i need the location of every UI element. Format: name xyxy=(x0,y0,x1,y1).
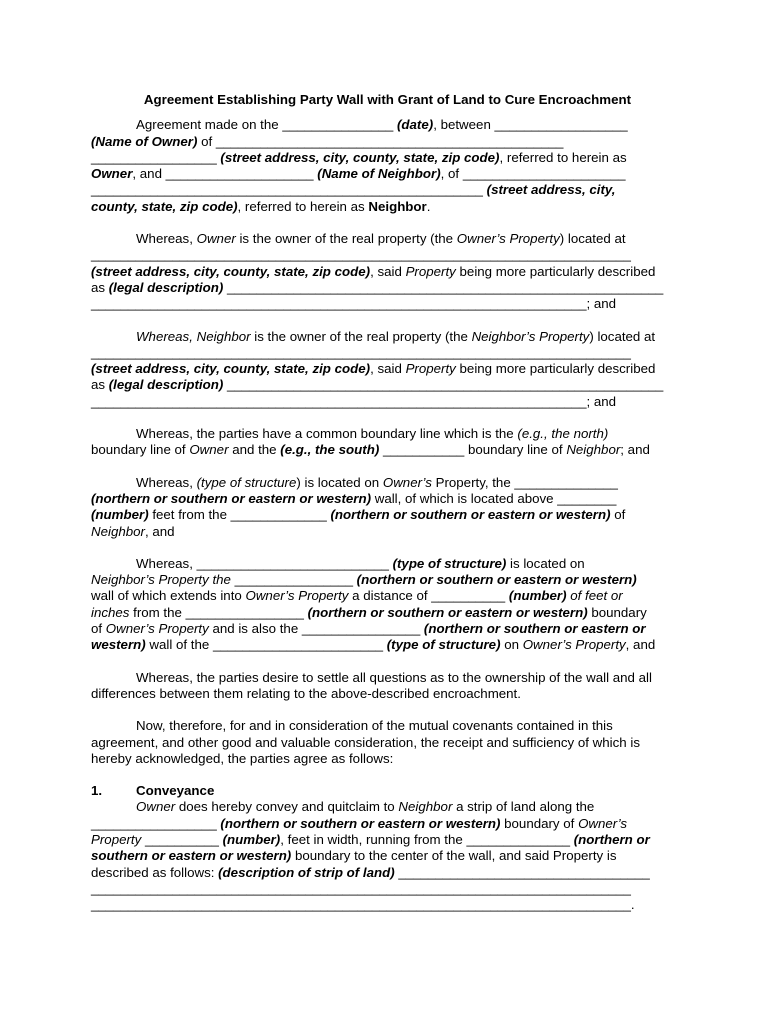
text-line xyxy=(91,329,684,345)
text-segment: (northern or southern or eastern or western) xyxy=(330,507,611,523)
text-segment: (type of structure) xyxy=(386,637,501,653)
text-segment: Owner xyxy=(189,442,229,458)
text-line xyxy=(91,848,684,864)
text-segment: (number) xyxy=(508,588,567,604)
text-segment: Neighbor xyxy=(368,198,427,214)
text-segment: Neighbor xyxy=(398,799,453,815)
text-line xyxy=(91,507,684,523)
text-segment: , and xyxy=(625,637,656,653)
text-segment: Whereas, __________________________ xyxy=(136,555,393,571)
text-line xyxy=(91,280,684,296)
text-segment: of xyxy=(91,621,106,637)
text-line xyxy=(91,134,684,150)
text-segment: ) located at xyxy=(589,328,656,344)
text-segment: (street address, city, county, state, zip code) xyxy=(220,149,500,165)
text-segment: Whereas, the parties have a common boundary line which is the xyxy=(136,426,518,442)
text-segment: (e.g., the south) xyxy=(280,442,380,458)
text-segment: and is also the ________________ xyxy=(208,621,424,637)
text-segment: a distance of __________ xyxy=(348,588,509,604)
text-segment: ________________ xyxy=(230,572,357,588)
text-segment: , said xyxy=(370,263,406,279)
text-segment: boundary line of xyxy=(91,442,190,458)
text-segment: agreement, and other good and valuable consideration, the receipt and sufficiency of which is xyxy=(91,734,640,750)
paragraph xyxy=(91,329,684,410)
document-title: Agreement Establishing Party Wall with Grant of Land to Cure Encroachment xyxy=(143,92,632,107)
text-segment: Owner’s Property xyxy=(522,637,626,653)
section-conveyance xyxy=(91,783,684,913)
text-segment: Whereas, xyxy=(136,231,197,247)
text-segment: Neighbor xyxy=(566,442,621,458)
section-title: Conveyance xyxy=(136,783,215,799)
text-segment: ) is located on xyxy=(296,474,383,490)
text-segment: , between __________________ xyxy=(433,117,628,133)
text-segment: , feet in width, running from the ______________ xyxy=(280,831,574,847)
text-line xyxy=(91,572,684,588)
text-line xyxy=(91,897,684,913)
text-segment: _________________________________________________________________________ xyxy=(91,880,631,896)
text-segment: Property xyxy=(405,263,456,279)
text-segment: Property xyxy=(91,831,142,847)
text-segment: (northern or southern or eastern or western) xyxy=(91,490,372,506)
section-number: 1. xyxy=(91,783,103,799)
text-segment: (street address, city, county, state, zip code) xyxy=(91,361,371,377)
text-line xyxy=(91,182,684,198)
document-page xyxy=(91,92,684,913)
text-segment: , said xyxy=(370,361,406,377)
text-segment: (description of strip of land) xyxy=(218,864,395,880)
text-segment: ___________________________________________________________ xyxy=(223,377,664,393)
text-segment: (legal description) xyxy=(108,279,224,295)
text-segment: ___________ boundary line of xyxy=(379,442,567,458)
text-segment: Owner’s xyxy=(578,815,628,831)
text-segment: ___________________________________________________________ xyxy=(223,279,664,295)
text-segment: boundary xyxy=(587,604,647,620)
text-segment: _________________ xyxy=(91,815,221,831)
text-line xyxy=(91,426,684,442)
text-segment: __________ xyxy=(141,831,223,847)
text-line xyxy=(91,816,684,832)
text-segment: feet from the _____________ xyxy=(148,507,331,523)
text-segment: does hereby convey and quitclaim to xyxy=(175,799,399,815)
text-segment: a strip of land along the xyxy=(452,799,595,815)
text-line xyxy=(91,718,684,734)
text-segment: (Name of Owner) xyxy=(91,133,198,149)
paragraph xyxy=(91,231,684,312)
text-segment: Property, the ______________ xyxy=(431,474,618,490)
text-line xyxy=(91,377,684,393)
text-segment: Owner xyxy=(91,166,133,182)
text-line xyxy=(91,150,684,166)
text-line xyxy=(91,296,684,312)
text-segment: is the owner of the real property (the xyxy=(235,231,457,247)
text-segment: (date) xyxy=(396,117,434,133)
text-line xyxy=(91,865,684,881)
text-segment: Property xyxy=(405,361,456,377)
text-segment: county, state, zip code) xyxy=(91,198,238,214)
text-segment: ___________________________________________________________________; and xyxy=(91,393,617,409)
text-segment: as xyxy=(91,279,109,295)
text-segment: , referred to herein as xyxy=(499,149,627,165)
text-line xyxy=(91,247,684,263)
text-segment: ___________________________________________________________________; and xyxy=(91,296,617,312)
text-segment: boundary of xyxy=(500,815,579,831)
text-line xyxy=(91,231,684,247)
text-segment: Neighbor’s Property xyxy=(471,328,590,344)
text-segment: Neighbor’s Property the xyxy=(91,572,231,588)
text-segment: _________________________________________________________________________ xyxy=(91,247,631,263)
text-line xyxy=(91,199,684,215)
text-line xyxy=(91,686,684,702)
text-line xyxy=(91,345,684,361)
text-segment: Owner’s Property xyxy=(456,231,560,247)
text-line xyxy=(91,832,684,848)
text-segment: Owner’s Property xyxy=(105,621,209,637)
text-segment: ) located at xyxy=(559,231,626,247)
text-line xyxy=(91,799,684,815)
text-segment: (northern or southern or eastern or western) xyxy=(220,815,501,831)
text-segment: inches xyxy=(91,604,130,620)
paragraph xyxy=(91,670,684,703)
text-line xyxy=(91,605,684,621)
text-segment: Neighbor xyxy=(91,523,145,539)
text-line xyxy=(91,621,684,637)
text-segment: and the xyxy=(228,442,281,458)
text-segment: , and xyxy=(144,523,175,539)
text-segment: _________________________________________________________________________. xyxy=(91,897,635,913)
paragraph xyxy=(91,718,684,767)
text-segment: (e.g., the north) xyxy=(517,426,609,442)
text-segment: western) xyxy=(91,637,146,653)
text-line xyxy=(91,491,684,507)
text-segment: (northern or xyxy=(573,831,650,847)
text-segment: of feet or xyxy=(566,588,623,604)
text-segment: (legal description) xyxy=(108,377,224,393)
text-segment: described as follows: xyxy=(91,864,219,880)
text-segment: . xyxy=(426,198,431,214)
text-segment: (type of structure xyxy=(196,474,297,490)
text-line xyxy=(91,881,684,897)
text-segment: of xyxy=(610,507,626,523)
text-segment: Agreement made on the _______________ xyxy=(136,117,397,133)
text-segment: hereby acknowledged, the parties agree as follows: xyxy=(91,750,394,766)
text-segment: Owner xyxy=(196,231,236,247)
text-segment: on xyxy=(500,637,523,653)
text-line xyxy=(91,442,684,458)
text-segment: Whereas, the parties desire to settle all questions as to the ownership of the wall and all xyxy=(136,669,652,685)
text-line xyxy=(91,751,684,767)
text-segment: (number) xyxy=(91,507,149,523)
text-segment: (northern or southern or eastern or western) xyxy=(356,572,637,588)
text-segment: of _______________________________________________ xyxy=(197,133,564,149)
text-segment: Whereas, xyxy=(136,474,197,490)
text-segment: __________________________________ xyxy=(394,864,650,880)
text-segment: , of ______________________ xyxy=(440,166,626,182)
text-segment: , referred to herein as xyxy=(237,198,369,214)
text-segment: (Name of Neighbor) xyxy=(317,166,441,182)
recitals xyxy=(91,117,684,767)
text-line xyxy=(91,166,684,182)
paragraph xyxy=(91,426,684,459)
text-line xyxy=(91,670,684,686)
text-line xyxy=(91,735,684,751)
text-segment: (street address, city, county, state, zip code) xyxy=(91,263,371,279)
paragraph xyxy=(91,475,684,540)
paragraph xyxy=(91,556,684,654)
text-line xyxy=(91,394,684,410)
text-segment: (northern or southern or eastern or western) xyxy=(307,604,588,620)
text-segment: from the ________________ xyxy=(129,604,308,620)
text-segment: (type of structure) xyxy=(392,555,507,571)
text-segment: Now, therefore, for and in consideration of the mutual covenants contained in this xyxy=(136,718,613,734)
text-segment: differences between them relating to the above-described encroachment. xyxy=(91,685,521,701)
text-segment: Whereas, Neighbor xyxy=(136,328,251,344)
text-segment: (northern or southern or eastern or xyxy=(423,621,646,637)
text-segment: is located on xyxy=(506,555,585,571)
text-line xyxy=(91,524,684,540)
text-segment: wall of which extends into xyxy=(91,588,246,604)
text-line xyxy=(91,556,684,572)
text-segment: being more particularly described xyxy=(455,263,656,279)
section-heading xyxy=(91,783,684,799)
text-segment: wall, of which is located above ________ xyxy=(371,490,617,506)
text-segment: , and ____________________ xyxy=(132,166,318,182)
text-segment: southern or eastern or western) xyxy=(91,848,292,864)
text-segment: is the owner of the real property (the xyxy=(250,328,472,344)
text-segment: ; and xyxy=(620,442,650,458)
text-line xyxy=(91,264,684,280)
text-line xyxy=(91,588,684,604)
text-segment: Owner’s xyxy=(382,474,432,490)
text-segment: _________________ xyxy=(91,149,221,165)
text-segment: (street address, city, xyxy=(486,182,616,198)
text-segment: wall of the _______________________ xyxy=(145,637,387,653)
text-line xyxy=(91,117,684,133)
text-segment: being more particularly described xyxy=(455,361,656,377)
text-segment: Owner’s Property xyxy=(245,588,349,604)
section-body xyxy=(91,799,684,913)
text-segment: _________________________________________________________________________ xyxy=(91,344,631,360)
text-segment: _____________________________________________________ xyxy=(91,182,487,198)
text-segment: (number) xyxy=(222,831,281,847)
text-segment: as xyxy=(91,377,109,393)
text-line xyxy=(91,475,684,491)
text-line xyxy=(91,361,684,377)
text-segment: Owner xyxy=(136,799,176,815)
paragraph xyxy=(91,117,684,215)
text-line xyxy=(91,637,684,653)
text-segment: boundary to the center of the wall, and said Property is xyxy=(291,848,617,864)
